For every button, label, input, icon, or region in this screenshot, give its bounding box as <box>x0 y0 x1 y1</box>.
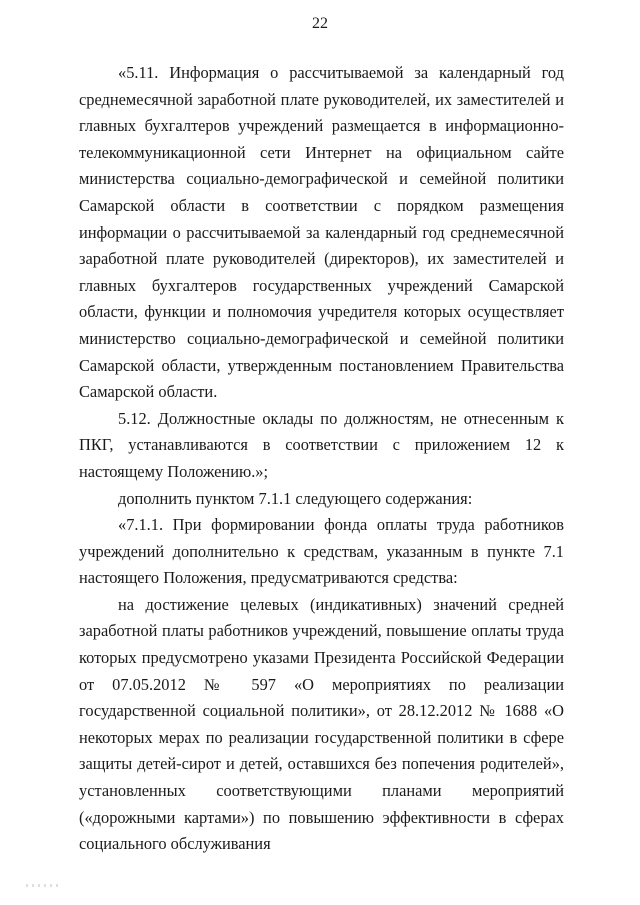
document-body <box>79 60 564 858</box>
page-number: 22 <box>312 15 328 32</box>
paragraph-amendment-intro: дополнить пунктом 7.1.1 следующего содержания: <box>118 488 473 508</box>
paragraph-5-12: 5.12. Должностные оклады по должностям, не отнесенным к ПКГ, устанавливаются в соответствии с приложением 12 к настоящему Положению.»; <box>79 408 564 481</box>
paragraph-target-values: на достижение целевых (индикативных) значений средней заработной платы работников учреждений, повышение оплаты труда которых предусмотрено указами Президента Российской Федерации от 07.05.2012 № 597 «О мероприятиях по реализации государственной социальной политики», от 28.12.2012 № 1688 «О некоторых мерах по реализации государственной политики в сфере защиты детей-сирот и детей, оставшихся без попечения родителей», установленных соответствующими планами мероприятий («дорожными картами») по повышению эффективности в сферах социального обслуживания <box>79 594 564 854</box>
scan-artifact <box>26 884 60 887</box>
paragraph-5-11: «5.11. Информация о рассчитываемой за календарный год среднемесячной заработной плате руководителей, их заместителей и главных бухгалтеров учреждений размещается в информационно-телекоммуникационной сети Интернет на официальном сайте министерства социально-демографической и семейной политики Самарской области в соответствии с порядком размещения информации о рассчитываемой за календарный год среднемесячной заработной плате руководителей (директоров), их заместителей и главных бухгалтеров государственных учреждений Самарской области, функции и полномочия учредителя которых осуществляет министерство социально-демографической и семейной политики Самарской области, утвержденным постановлением Правительства Самарской области. <box>79 63 564 402</box>
paragraph-7-1-1: «7.1.1. При формировании фонда оплаты труда работников учреждений дополнительно к средствам, указанным в пункте 7.1 настоящего Положения, предусматриваются средства: <box>79 515 564 588</box>
